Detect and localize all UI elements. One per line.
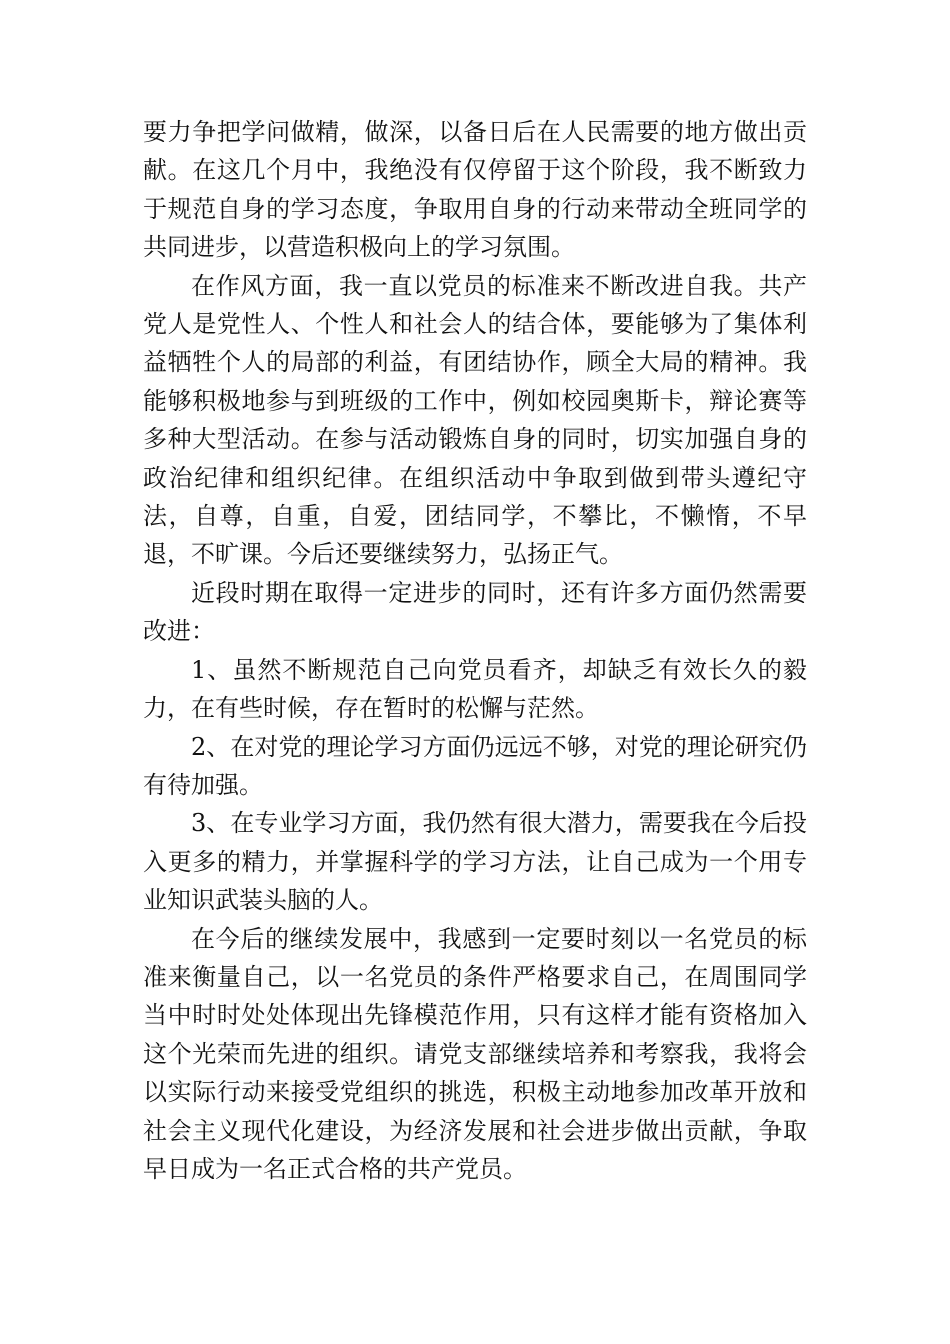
paragraph-1: 要力争把学问做精，做深，以备日后在人民需要的地方做出贡献。在这几个月中，我绝没有仅停留于这个阶段，我不断致力于规范自身的学习态度，争取用自身的行动来带动全班同学的共同进步，以营造积极向上的学习氛围。 (143, 118, 807, 262)
list-item-2: 2、在对党的理论学习方面仍远远不够，对党的理论研究仍有待加强。 (143, 732, 807, 799)
paragraph-7: 在今后的继续发展中，我感到一定要时刻以一名党员的标准来衡量自己，以一名党员的条件严格要求自己，在周围同学当中时时处处体现出先锋模范作用，只有这样才能有资格加入这个光荣而先进的组织。请党支部继续培养和考察我，我将会以实际行动来接受党组织的挑选，积极主动地参加改革开放和社会主义现代化建设，为经济发展和社会进步做出贡献，争取早日成为一名正式合格的共产党员。 (143, 924, 807, 1183)
paragraph-2: 在作风方面，我一直以党员的标准来不断改进自我。共产党人是党性人、个性人和社会人的结合体，要能够为了集体利益牺牲个人的局部的利益，有团结协作，顾全大局的精神。我能够积极地参与到班级的工作中，例如校园奥斯卡，辩论赛等多种大型活动。在参与活动锻炼自身的同时，切实加强自身的政治纪律和组织纪律。在组织活动中争取到做到带头遵纪守法，自尊，自重，自爱，团结同学，不攀比，不懒惰，不早退，不旷课。今后还要继续努力，弘扬正气。 (143, 271, 807, 569)
document-body (143, 113, 807, 1188)
list-item-1: 1、虽然不断规范自己向党员看齐，却缺乏有效长久的毅力，在有些时候，存在暂时的松懈与茫然。 (143, 655, 807, 723)
paragraph-3: 近段时期在取得一定进步的同时，还有许多方面仍然需要改进： (143, 578, 807, 646)
list-item-3: 3、在专业学习方面，我仍然有很大潜力，需要我在今后投入更多的精力，并掌握科学的学习方法，让自己成为一个用专业知识武装头脑的人。 (143, 809, 807, 915)
